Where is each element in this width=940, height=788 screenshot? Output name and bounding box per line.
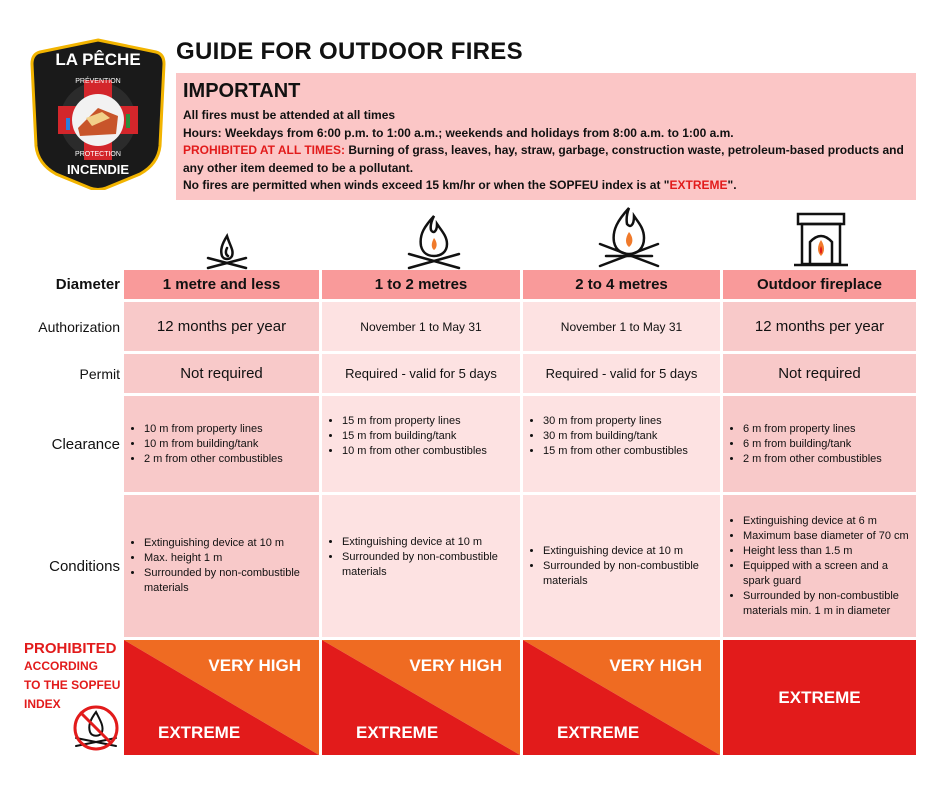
prohibited-line-3: INDEX (24, 697, 61, 711)
page-title: GUIDE FOR OUTDOOR FIRES (176, 38, 523, 65)
row-label-diameter: Diameter (55, 276, 120, 293)
list-item: • Height less than 1.5 m (743, 544, 916, 559)
prohibited-text: Burning of grass, leaves, hay, straw, garbage, construction waste, petroleum-based products and any other item deemed to be a pollutant. (183, 143, 904, 175)
small-campfire-icon (192, 216, 252, 276)
list-item: • 15 m from other combustibles (543, 444, 688, 459)
list-item: • 30 m from building/tank (543, 429, 688, 444)
prohibited-line-2: TO THE SOPFEU (24, 678, 121, 692)
col2-authorization: November 1 to May 31 (322, 302, 520, 351)
col3-authorization: November 1 to May 31 (523, 302, 720, 351)
list-item: • Equipped with a screen and a spark guard (743, 559, 916, 589)
col1-diameter: 1 metre and less (124, 270, 319, 299)
list-item: • Surrounded by non-combustible materials min. 1 m in diameter (743, 589, 916, 619)
col2-sopfeu-very-high: VERY HIGH (409, 656, 502, 675)
list-item: • 10 m from other combustibles (342, 444, 487, 459)
important-heading: IMPORTANT (183, 80, 301, 102)
list-item: • Max. height 1 m (144, 551, 319, 566)
row-label-conditions: Conditions (49, 557, 120, 575)
list-item: • Surrounded by non-combustible materials (342, 550, 520, 580)
list-item: • 2 m from other combustibles (743, 452, 882, 467)
important-notice (176, 73, 916, 200)
prohibited-line-1: ACCORDING (24, 659, 98, 673)
col1-sopfeu-extreme: EXTREME (158, 723, 241, 742)
col3-sopfeu-extreme: EXTREME (557, 723, 640, 742)
wind-text-start: No fires are permitted when winds exceed 15 km/hr or when the SOPFEU index is at " (183, 178, 670, 192)
row-label-permit: Permit (79, 365, 120, 382)
col2-sopfeu (322, 640, 520, 755)
col4-sopfeu (723, 640, 916, 755)
list-item: • Surrounded by non-combustible materials (144, 566, 319, 596)
list-item: • Extinguishing device at 10 m (543, 544, 720, 559)
col4-conditions (723, 495, 916, 637)
important-line-prohibited (183, 142, 908, 177)
list-item: • 6 m from property lines (743, 422, 882, 437)
col3-sopfeu-very-high: VERY HIGH (609, 656, 702, 675)
medium-campfire-icon (397, 208, 457, 268)
col1-sopfeu (124, 640, 319, 755)
logo-top-text: LA PÊCHE (55, 50, 141, 69)
col4-diameter: Outdoor fireplace (723, 270, 916, 299)
prohibited-title: PROHIBITED (24, 640, 117, 657)
list-item: • Extinguishing device at 10 m (342, 535, 520, 550)
col4-authorization: 12 months per year (723, 302, 916, 351)
col3-permit: Required - valid for 5 days (523, 354, 720, 393)
row-label-authorization: Authorization (38, 318, 120, 335)
list-item: • 6 m from building/tank (743, 437, 882, 452)
logo-ring-top: PRÉVENTION (75, 78, 121, 85)
wind-text-end: ". (727, 178, 737, 192)
important-line-hours: Hours: Weekdays from 6:00 p.m. to 1:00 a.m.; weekends and holidays from 8:00 a.m. to 1:00 a.m. (183, 125, 734, 140)
col4-sopfeu-extreme: EXTREME (778, 687, 861, 707)
col1-sopfeu-very-high: VERY HIGH (208, 656, 301, 675)
col4-permit: Not required (723, 354, 916, 393)
important-line-attended: All fires must be attended at all times (183, 108, 396, 122)
list-item: • 15 m from building/tank (342, 429, 487, 444)
la-peche-fire-department-logo (28, 38, 168, 190)
col3-sopfeu (523, 640, 720, 755)
col2-conditions (322, 495, 520, 637)
list-item: • Maximum base diameter of 70 cm (743, 529, 916, 544)
col2-diameter: 1 to 2 metres (322, 270, 520, 299)
col1-clearance (124, 396, 319, 492)
logo-ring-bottom: PROTECTION (75, 151, 121, 158)
no-fire-icon (68, 702, 124, 754)
list-item: • Extinguishing device at 6 m (743, 514, 916, 529)
large-bonfire-icon (592, 204, 652, 264)
col3-diameter: 2 to 4 metres (523, 270, 720, 299)
list-item: • Extinguishing device at 10 m (144, 536, 319, 551)
wind-text-extreme: EXTREME (669, 178, 728, 192)
col3-clearance (523, 396, 720, 492)
list-item: • Surrounded by non-combustible materials (543, 559, 720, 589)
col2-clearance (322, 396, 520, 492)
col2-permit: Required - valid for 5 days (322, 354, 520, 393)
list-item: • 30 m from property lines (543, 414, 688, 429)
outdoor-fireplace-icon (790, 210, 850, 270)
row-label-clearance: Clearance (51, 435, 120, 453)
list-item: • 10 m from building/tank (144, 437, 283, 452)
list-item: • 15 m from property lines (342, 414, 487, 429)
list-item: • 2 m from other combustibles (144, 452, 283, 467)
list-item: • 10 m from property lines (144, 422, 283, 437)
col1-permit: Not required (124, 354, 319, 393)
prohibited-label: PROHIBITED AT ALL TIMES: (183, 143, 345, 157)
col4-clearance (723, 396, 916, 492)
col3-conditions (523, 495, 720, 637)
col2-sopfeu-extreme: EXTREME (356, 723, 439, 742)
col1-conditions (124, 495, 319, 637)
col1-authorization: 12 months per year (124, 302, 319, 351)
logo-bottom-text: INCENDIE (66, 162, 130, 177)
important-line-wind (183, 177, 908, 195)
